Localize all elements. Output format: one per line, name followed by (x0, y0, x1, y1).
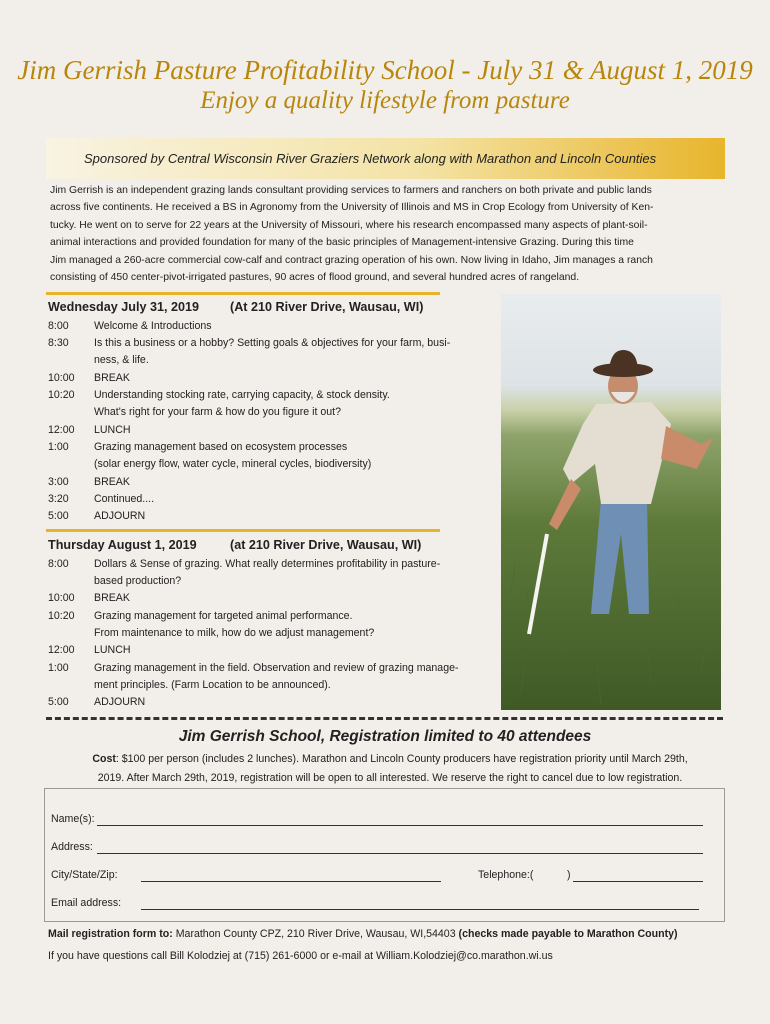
day1-top-rule (46, 292, 440, 295)
schedule-desc: Is this a business or a hobby? Setting goals & objectives for your farm, busi- (94, 337, 451, 349)
email-field[interactable] (141, 909, 699, 910)
schedule-time: 1:00 (48, 441, 69, 453)
cost-line-1 (55, 750, 725, 769)
schedule-desc: ADJOURN (94, 696, 146, 708)
bio-line: tucky. He went on to serve for 22 years at the University of Missouri, where his research encompassed many aspects of plant-soil- (50, 219, 648, 231)
cost-text (55, 750, 725, 788)
schedule-desc: From maintenance to milk, how do we adjust management? (94, 627, 375, 639)
page-subtitle: Enjoy a quality lifestyle from pasture (200, 87, 570, 114)
schedule-time: 12:00 (48, 644, 75, 656)
schedule-desc: ness, & life. (94, 354, 149, 366)
schedule-time: 3:20 (48, 493, 69, 505)
schedule-desc: Dollars & Sense of grazing. What really determines profitability in pasture- (94, 558, 441, 570)
schedule-desc: based production? (94, 575, 182, 587)
bio-line: Jim Gerrish is an independent grazing lands consultant providing services to farmers and ranchers on both private and public lands (50, 185, 652, 196)
schedule-time: 10:00 (48, 592, 75, 604)
telephone-label: Telephone:( (478, 869, 534, 881)
mail-note: (checks made payable to Marathon County) (458, 928, 678, 940)
email-label: Email address: (51, 897, 122, 909)
bio-line: consisting of 450 center-pivot-irrigated pastures, 90 acres of flood ground, and several hundred acres of rangeland. (50, 272, 580, 284)
schedule-desc: What's right for your farm & how do you figure it out? (94, 406, 341, 418)
schedule-desc: Understanding stocking rate, carrying capacity, & stock density. (94, 389, 390, 401)
questions-contact: If you have questions call Bill Kolodziej at (715) 261-6000 or e-mail at William.Kolodziej@co.marathon.wi.us (48, 950, 553, 962)
schedule-desc: LUNCH (94, 424, 131, 436)
city-state-zip-label: City/State/Zip: (51, 869, 118, 881)
schedule-time: 8:30 (48, 337, 69, 349)
day1-heading-block (48, 300, 424, 314)
name-label: Name(s): (51, 813, 95, 825)
bio-line: Jim managed a 260-acre commercial cow-calf and contract grazing operation of his own. Now living in Idaho, Jim manages a ranch (50, 254, 653, 266)
speaker-photo-illustration (501, 294, 721, 710)
bio-paragraph (50, 182, 720, 286)
address-label: Address: (51, 841, 93, 853)
schedule-desc: Grazing management in the field. Observation and review of grazing manage- (94, 662, 459, 674)
registration-form (44, 788, 725, 922)
schedule-time: 5:00 (48, 696, 69, 708)
schedule-desc: Continued.... (94, 493, 155, 505)
city-state-zip-field[interactable] (141, 881, 441, 882)
registration-title: Jim Gerrish School, Registration limited to 40 attendees (178, 728, 592, 745)
schedule-desc: Grazing management based on ecosystem processes (94, 441, 348, 453)
page-title: Jim Gerrish Pasture Profitability School - July 31 & August 1, 2019 (17, 55, 753, 85)
name-field[interactable] (97, 825, 703, 826)
schedule-time: 3:00 (48, 476, 69, 488)
day2-heading: Thursday August 1, 2019 (48, 538, 197, 552)
mail-address: Marathon County CPZ, 210 River Drive, Wausau, WI,54403 (172, 928, 459, 940)
day2-heading-block (48, 538, 422, 552)
mail-label: Mail registration form to: (48, 928, 173, 940)
day2-location: (at 210 River Drive, Wausau, WI) (230, 538, 422, 552)
schedule-time: 8:00 (48, 320, 69, 332)
schedule-desc: Welcome & Introductions (94, 320, 212, 332)
schedule-desc: BREAK (94, 592, 130, 604)
bio-line: across five continents. He received a BS in Agronomy from the University of Illinois and MS in Crop Ecology from University of Ken- (50, 202, 654, 214)
cost-label: Cost (92, 753, 116, 765)
schedule-desc: BREAK (94, 372, 130, 384)
schedule-desc: (solar energy flow, water cycle, mineral cycles, biodiversity) (94, 458, 372, 470)
bio-line: animal interactions and provided foundation for many of the basic principles of Management-intensive Grazing. During this time (50, 237, 634, 249)
schedule-time: 10:20 (48, 389, 75, 401)
schedule-time: 10:00 (48, 372, 75, 384)
schedule-desc: LUNCH (94, 644, 131, 656)
sponsor-banner: Sponsored by Central Wisconsin River Graziers Network along with Marathon and Lincoln Counties (46, 138, 725, 179)
schedule-desc: ment principles. (Farm Location to be announced). (94, 679, 331, 691)
speaker-photo (501, 294, 721, 710)
day1-heading: Wednesday July 31, 2019 (48, 300, 199, 314)
schedule-time: 1:00 (48, 662, 69, 674)
day1-location: (At 210 River Drive, Wausau, WI) (230, 300, 424, 314)
day2-top-rule (46, 529, 440, 532)
telephone-field[interactable] (573, 881, 703, 882)
address-field[interactable] (97, 853, 703, 854)
schedule-time: 10:20 (48, 610, 75, 622)
schedule-time: 5:00 (48, 510, 69, 522)
schedule-desc: Grazing management for targeted animal performance. (94, 610, 353, 622)
cost-line-2: 2019. After March 29th, 2019, registration will be open to all interested. We reserve the right to cancel due to low registration. (97, 772, 683, 784)
cost-line-1-text: : $100 per person (includes 2 lunches). Marathon and Lincoln County producers have registration priority until March 29th, (115, 753, 688, 765)
schedule-desc: ADJOURN (94, 510, 146, 522)
telephone-close-paren: ) (567, 869, 571, 881)
mail-instructions (48, 928, 678, 940)
schedule-desc: BREAK (94, 476, 130, 488)
schedule-time: 12:00 (48, 424, 75, 436)
dashed-divider (46, 717, 723, 720)
schedule-time: 8:00 (48, 558, 69, 570)
